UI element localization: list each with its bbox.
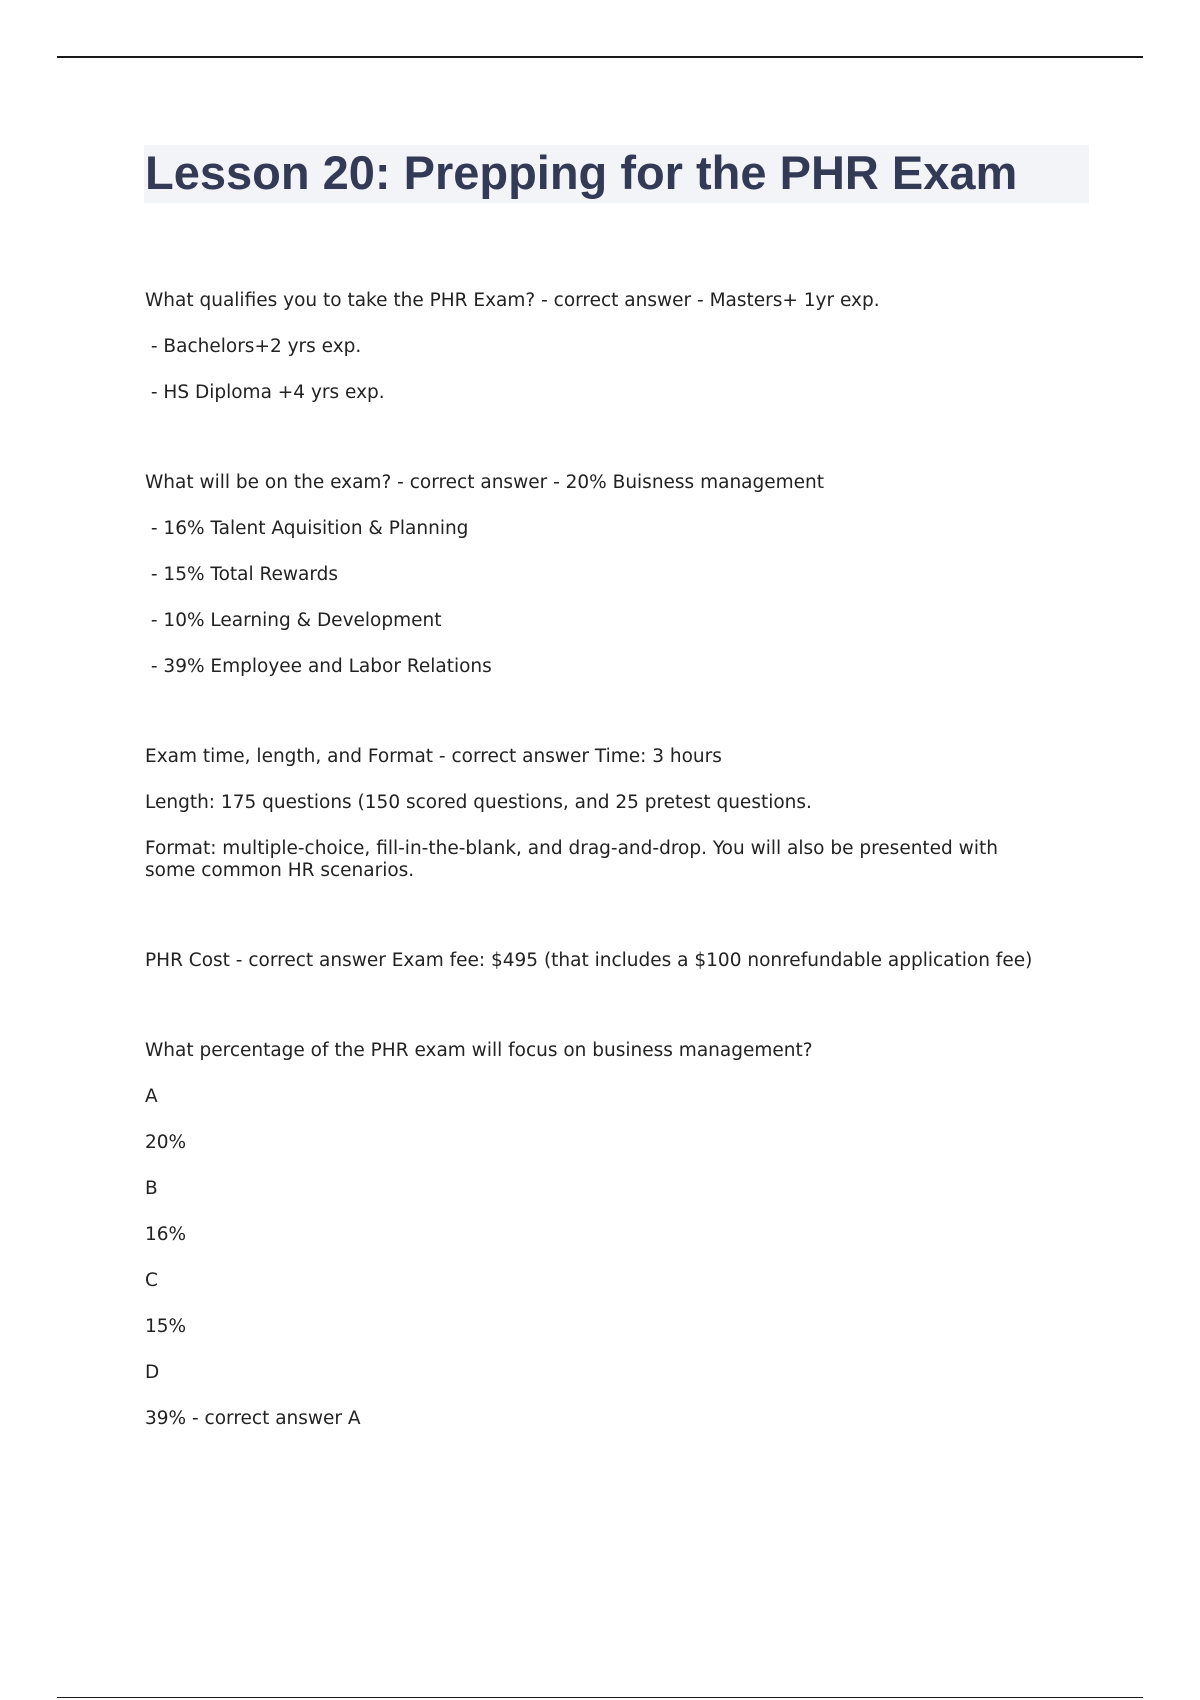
option-value: 20% [145, 1132, 187, 1153]
card-line: - 15% Total Rewards [145, 564, 339, 585]
card-line: Exam time, length, and Format - correct answer Time: 3 hours [145, 746, 722, 767]
card-line: - 16% Talent Aquisition & Planning [145, 518, 469, 539]
card-line: Format: multiple-choice, fill-in-the-blank, and drag-and-drop. You will also be presented with some common HR scenarios. [145, 838, 998, 881]
option-letter: A [145, 1086, 158, 1107]
card-line: What qualifies you to take the PHR Exam? - correct answer - Masters+ 1yr exp. [145, 290, 880, 311]
flashcard-qualifications [145, 290, 1045, 404]
flashcard-exam-format [145, 746, 1045, 882]
flashcard-multiple-choice [145, 1040, 1045, 1430]
page-title: Lesson 20: Prepping for the PHR Exam [145, 146, 1018, 199]
card-line: PHR Cost - correct answer Exam fee: $495 (that includes a $100 nonrefundable application fee) [145, 950, 1033, 971]
card-line: - 39% Employee and Labor Relations [145, 656, 492, 677]
answer-line: 39% - correct answer A [145, 1408, 361, 1429]
option-letter: C [145, 1270, 158, 1291]
card-line: - 10% Learning & Development [145, 610, 442, 631]
question-text: What percentage of the PHR exam will focus on business management? [145, 1040, 813, 1061]
option-letter: D [145, 1362, 160, 1383]
spacer [145, 906, 1045, 950]
card-line: - Bachelors+2 yrs exp. [145, 336, 362, 357]
spacer [145, 702, 1045, 746]
option-value: 15% [145, 1316, 187, 1337]
flashcard-cost [145, 950, 1045, 972]
card-line: - HS Diploma +4 yrs exp. [145, 382, 385, 403]
bottom-rule [57, 1697, 1143, 1698]
top-rule [57, 56, 1143, 58]
option-value: 16% [145, 1224, 187, 1245]
option-letter: B [145, 1178, 158, 1199]
spacer [145, 996, 1045, 1040]
card-line: Length: 175 questions (150 scored questions, and 25 pretest questions. [145, 792, 812, 813]
document-body [145, 290, 1045, 1454]
flashcard-exam-content [145, 472, 1045, 678]
card-line: What will be on the exam? - correct answer - 20% Buisness management [145, 472, 825, 493]
spacer [145, 428, 1045, 472]
